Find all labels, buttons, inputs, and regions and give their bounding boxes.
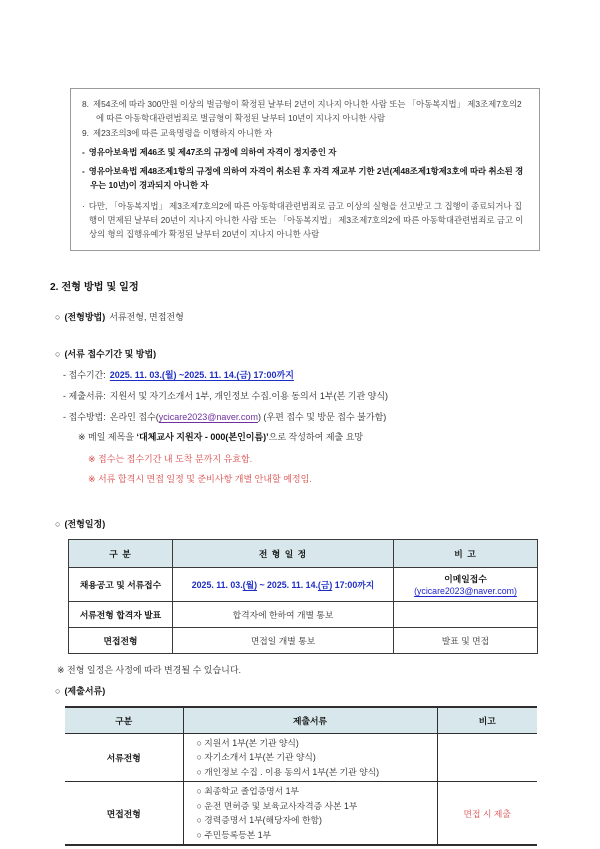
submit-header-documents: 제출서류 xyxy=(183,707,437,733)
submit-heading xyxy=(55,685,600,698)
table-row-recruit xyxy=(69,568,538,602)
schedule-header-note: 비 고 xyxy=(394,540,538,568)
document-item: ○ 자기소개서 1부(본 기관 양식) xyxy=(196,752,316,762)
notice-item-8 xyxy=(82,97,528,125)
docs-line xyxy=(63,390,600,403)
row-note xyxy=(394,602,538,628)
notice-item-text: 다만, 「아동복지법」 제3조제7호의2에 따른 아동학대관련범죄로 금고 이상의 실형을 선고받고 그 집행이 종료되거나 집행이 면제된 날부터 20년이 지나지 아니한 사람 또는 「아동복지법」 제3조제7호의2에 따른 아동학대관련범죄로 금고 이상의 형의 집행유예가 확정된 날부터 20년이 지나지 아니한 사람 xyxy=(88,201,524,239)
email-link-inline[interactable]: ycicare2023@naver.com xyxy=(158,412,258,422)
how-pre: 온라인 접수( xyxy=(109,412,159,422)
docs-label: - 제출서류: xyxy=(63,391,106,401)
table-row-pass-announce xyxy=(69,602,538,628)
schedule-footnote: ※ 전형 일정은 사정에 따라 변경될 수 있습니다. xyxy=(57,665,242,675)
circle-bullet: ○ xyxy=(55,312,61,322)
method-line xyxy=(55,311,600,324)
method-label: (전형방법) xyxy=(64,312,106,322)
circle-bullet: ○ xyxy=(55,686,61,696)
table-row-interview-screening xyxy=(65,782,537,846)
mail-pre: ※ 메일 제목을 xyxy=(78,432,137,442)
receipt-heading xyxy=(55,348,600,361)
period-value: 2025. 11. 03.(월) ~2025. 11. 14.(금) 17:00까지 xyxy=(109,370,294,380)
dot-marker: · xyxy=(82,201,85,211)
section-heading: 2. 전형 방법 및 일정 xyxy=(50,282,139,293)
row-note xyxy=(394,568,538,602)
date-start: 2025. 11. 03. xyxy=(191,580,243,590)
item-number: 8. xyxy=(82,99,89,109)
row-category: 채용공고 및 서류접수 xyxy=(69,568,173,602)
row-category: 면접전형 xyxy=(69,628,173,654)
row-schedule xyxy=(173,568,394,602)
row-category: 서류전형 xyxy=(65,733,183,782)
circle-bullet: ○ xyxy=(55,519,61,529)
mail-post: 으로 작성하여 제출 요망 xyxy=(268,432,364,442)
table-row-document-screening xyxy=(65,733,537,782)
submit-table xyxy=(65,706,537,846)
mail-subject-line xyxy=(78,431,600,444)
how-post: ) (우편 접수 및 방문 접수 불가함) xyxy=(257,412,387,422)
date-end: 2025. 11. 14. xyxy=(267,580,318,590)
schedule-label: (전형일정) xyxy=(64,519,106,529)
row-note xyxy=(437,733,537,782)
schedule-table xyxy=(68,539,538,654)
date-sep: ~ xyxy=(257,580,268,590)
notice-item-exception xyxy=(82,199,528,241)
how-label: - 접수방법: xyxy=(63,412,106,422)
notice-item-9 xyxy=(82,126,528,140)
row-documents xyxy=(183,733,437,782)
date-tail: 17:00까지 xyxy=(332,580,375,590)
notice-item-suspended xyxy=(82,145,528,159)
date-start-day: (월) xyxy=(242,580,257,590)
mail-subject-format: ‘대체교사 지원자 - 000(본인이름)’ xyxy=(136,432,269,442)
receipt-label: (서류 접수기간 및 방법) xyxy=(64,349,157,359)
submit-header-note: 비고 xyxy=(437,707,537,733)
document-item: ○ 주민등록등본 1부 xyxy=(196,829,272,840)
row-documents xyxy=(183,782,437,846)
submit-table-header-row xyxy=(65,707,537,733)
notice-item-text: 영유아보육법 제46조 및 제47조의 규정에 의하여 자격이 정지중인 자 xyxy=(88,147,337,157)
schedule-header-category: 구 분 xyxy=(69,540,173,568)
table-row-interview xyxy=(69,628,538,654)
red-note-validity: ※ 접수는 접수기간 내 도착 분까지 유효함. xyxy=(88,454,253,464)
notice-item-text: 영유아보육법 제48조제1항의 규정에 의하여 자격이 취소된 후 자격 재교부 기한 2년(제48조제1항제3호에 따라 취소된 경우는 10년)이 경과되지 아니한 자 xyxy=(88,166,524,190)
red-note-interview-guide: ※ 서류 합격시 면접 일정 및 준비사항 개별 안내할 예정임. xyxy=(88,474,312,484)
schedule-header-schedule: 전 형 일 정 xyxy=(173,540,394,568)
document-item: ○ 최종학교 졸업증명서 1부 xyxy=(196,786,300,796)
dash-marker: - xyxy=(82,147,85,157)
row-schedule: 합격자에 한하여 개별 통보 xyxy=(173,602,394,628)
email-receipt-label: 이메일접수 xyxy=(444,573,487,584)
row-category: 면접전형 xyxy=(65,782,183,846)
period-label: - 접수기간: xyxy=(63,370,106,380)
document-item: ○ 운전 면허증 및 보육교사자격증 사본 1부 xyxy=(196,800,358,811)
notice-item-text: 제23조의3에 따른 교육명령을 이행하지 아니한 자 xyxy=(93,128,273,138)
period-line xyxy=(63,369,600,382)
date-end-day: (금) xyxy=(317,580,333,590)
method-value: 서류전형, 면접전형 xyxy=(109,312,184,322)
dash-marker: - xyxy=(82,166,85,176)
disqualification-notice-box xyxy=(70,88,540,251)
docs-value: 지원서 및 자기소개서 1부, 개인정보 수집.이용 동의서 1부(본 기관 양식) xyxy=(109,391,389,401)
row-note: 면접 시 제출 xyxy=(463,808,511,819)
submit-header-category: 구분 xyxy=(65,707,183,733)
row-schedule: 면접일 개별 통보 xyxy=(173,628,394,654)
schedule-table-header-row xyxy=(69,540,538,568)
row-note: 발표 및 면접 xyxy=(394,628,538,654)
notice-item-text: 제54조에 따라 300만원 이상의 벌금형이 확정된 날부터 2년이 지나지 아니한 사람 또는 「아동복지법」 제3조제7호의2에 따른 아동학대관련범죄로 벌금형이 확정된 날부터 10년이 지나지 아니한 사람 xyxy=(93,99,522,123)
circle-bullet: ○ xyxy=(55,349,61,359)
document-item: ○ 지원서 1부(본 기관 양식) xyxy=(196,737,299,748)
item-number: 9. xyxy=(82,128,89,138)
document-item: ○ 경력증명서 1부(해당자에 한함) xyxy=(196,815,322,825)
schedule-heading xyxy=(55,518,600,531)
document-item: ○ 개인정보 수집 . 이용 동의서 1부(본 기관 양식) xyxy=(196,766,380,777)
submit-label: (제출서류) xyxy=(64,686,106,696)
how-line xyxy=(63,411,600,424)
row-category: 서류전형 합격자 발표 xyxy=(69,602,173,628)
notice-item-revoked xyxy=(82,164,528,192)
email-link-table[interactable]: (ycicare2023@naver.com) xyxy=(414,585,517,596)
